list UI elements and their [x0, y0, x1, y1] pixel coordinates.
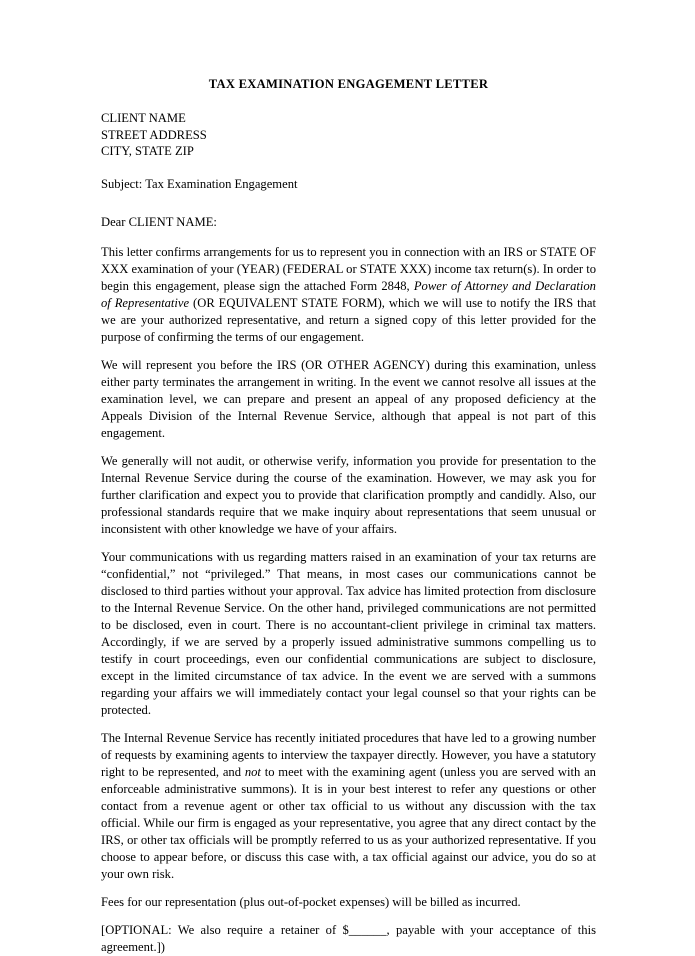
paragraph-text-part: The Internal Revenue Service has recently initiated procedures that have led to a growing number of requests by examining agents to interview the taxpayer directly. However, you have a statutory right to be represented, and	[101, 730, 596, 779]
paragraph-confidentiality-privilege: Your communications with us regarding matters raised in an examination of your tax returns are “confidential,” not “privileged.” That means, in most cases our communications cannot be disclosed to third parties without your approval. Tax advice has limited protection from disclosure to the Internal Revenue Service. On the other hand, privileged communications are not permitted to be disclosed, even in court. There is no accountant-client privilege in criminal tax matters. Accordingly, if we are served by a properly issued administrative summons compelling us to testify in court proceedings, even our confidential communications are subject to disclosure, except in the limited circumstance of tax advice. In the event we are served with a summons regarding your affairs we will immediately contact your legal counsel so that your rights can be protected.	[101, 549, 596, 717]
paragraph-representation-scope: We will represent you before the IRS (OR OTHER AGENCY) during this examination, unless either party terminates the arrangement in writing. In the event we cannot resolve all issues at the examination level, we can prepare and present an appeal of any proposed deficiency at the Appeals Division of the Internal Revenue Service, although that appeal is not part of this engagement.	[101, 357, 596, 440]
recipient-street-line: STREET ADDRESS	[101, 127, 207, 142]
not-emphasis-italic: not	[244, 764, 261, 779]
paragraph-fees: Fees for our representation (plus out-of-pocket expenses) will be billed as incurred.	[101, 894, 521, 909]
document-body	[101, 76, 596, 956]
recipient-name-line: CLIENT NAME	[101, 111, 186, 125]
recipient-address-block	[101, 110, 596, 160]
paragraph-optional-retainer: [OPTIONAL: We also require a retainer of $______, payable with your acceptance of this agreement.])	[101, 922, 596, 954]
subject-line: Subject: Tax Examination Engagement	[101, 176, 298, 191]
recipient-city-state-zip-line: CITY, STATE ZIP	[101, 144, 194, 158]
page-title: TAX EXAMINATION ENGAGEMENT LETTER	[208, 77, 489, 91]
paragraph-text-part: (OR EQUIVALENT STATE FORM), which we will use to notify the IRS that we are your authorized representative, and return a signed copy of this letter provided for the purpose of confirming the terms of our engagement.	[101, 295, 596, 344]
form-2848-title-italic: Power of Attorney and Declaration of Representative	[101, 278, 596, 310]
paragraph-text-part: to meet with the examining agent (unless you are served with an enforceable administrative summons). It is in your best interest to refer any questions or other contact from a revenue agent or other tax official to us without any discussion with the tax official. While our firm is engaged as your representative, you agree that any direct contact by the IRS, or other tax officials will be promptly referred to us as your authorized representative. If you choose to appear before, or discuss this case with, a tax official against our advice, you do so at your own risk.	[101, 764, 596, 881]
paragraph-irs-direct-contact	[101, 730, 596, 883]
salutation: Dear CLIENT NAME:	[101, 215, 217, 229]
paragraph-text-part: This letter confirms arrangements for us to represent you in connection with an IRS or STATE OF XXX examination of your (YEAR) (FEDERAL or STATE XXX) income tax return(s). In order to begin this engagement, please sign the attached Form 2848,	[101, 244, 596, 293]
paragraph-no-audit-verification: We generally will not audit, or otherwise verify, information you provide for presentation to the Internal Revenue Service during the course of the examination. However, we may ask you for further clarification and expect you to provide that clarification promptly and candidly. Also, our professional standards require that we make inquiry about representations that seem unusual or inconsistent with other knowledge we have of your affairs.	[101, 453, 596, 536]
paragraph-engagement-confirmation	[101, 244, 596, 346]
